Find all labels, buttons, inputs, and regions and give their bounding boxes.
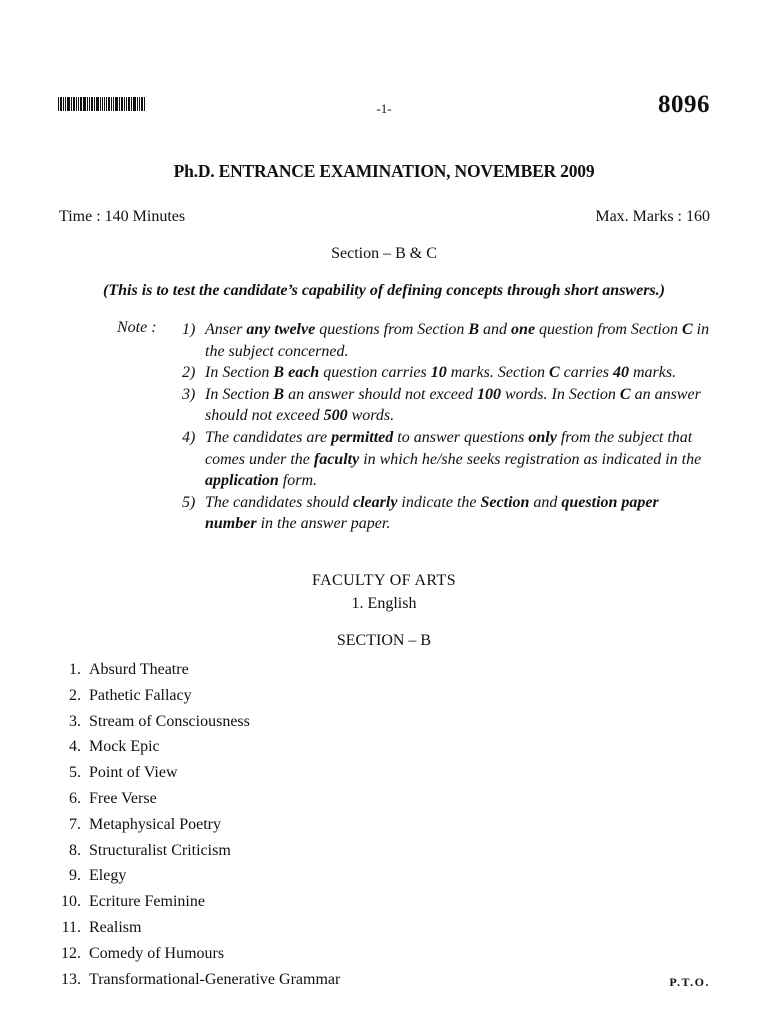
section-heading: Section – B & C bbox=[331, 245, 437, 262]
max-marks: Max. Marks : 160 bbox=[595, 208, 710, 225]
note-item-number: 1) bbox=[182, 321, 196, 338]
note-item bbox=[182, 319, 712, 362]
question-item bbox=[55, 760, 340, 786]
purpose-statement: (This is to test the candidate’s capability of defining concepts through short answers.) bbox=[103, 282, 665, 299]
question-number: 2. bbox=[69, 686, 81, 704]
question-number: 10. bbox=[61, 893, 81, 911]
note-item-number: 5) bbox=[182, 493, 196, 511]
question-number: 12. bbox=[61, 944, 81, 962]
question-item bbox=[55, 709, 340, 735]
question-text: Elegy bbox=[89, 867, 127, 885]
question-text: Absurd Theatre bbox=[89, 661, 189, 678]
note-item-text: The candidates are permitted to answer questions only from the subject that comes under the faculty in which he/she seeks registration as indicated in the application form. bbox=[205, 428, 702, 490]
section-b-heading: SECTION – B bbox=[336, 632, 432, 649]
question-number: 4. bbox=[69, 738, 81, 756]
question-text: Structuralist Criticism bbox=[89, 841, 231, 859]
question-text: Pathetic Fallacy bbox=[89, 686, 192, 704]
question-item bbox=[55, 786, 340, 812]
question-number: 6. bbox=[69, 789, 81, 807]
note-item bbox=[182, 492, 712, 535]
question-item bbox=[55, 838, 340, 864]
question-item bbox=[55, 915, 340, 941]
question-number: 8. bbox=[69, 841, 81, 859]
question-number: 9. bbox=[69, 867, 81, 885]
question-text: Comedy of Humours bbox=[89, 944, 225, 962]
note-item bbox=[182, 384, 712, 427]
paper-code: 8096 bbox=[658, 91, 710, 118]
question-item bbox=[55, 967, 340, 993]
question-item bbox=[55, 734, 340, 760]
time-allowed: Time : 140 Minutes bbox=[59, 208, 186, 225]
question-item bbox=[55, 889, 340, 915]
question-list bbox=[55, 657, 340, 992]
note-label: Note : bbox=[117, 319, 157, 336]
question-number: 11. bbox=[61, 918, 81, 936]
question-text: Stream of Consciousness bbox=[89, 712, 250, 730]
note-item-number: 4) bbox=[182, 428, 196, 446]
note-list bbox=[182, 319, 712, 535]
question-number: 5. bbox=[69, 764, 81, 782]
question-item bbox=[55, 683, 340, 709]
question-text: Transformational-Generative Grammar bbox=[89, 970, 341, 988]
subject-heading: 1. English bbox=[351, 595, 417, 612]
question-text: Realism bbox=[89, 918, 142, 936]
question-item bbox=[55, 941, 340, 967]
question-number: 3. bbox=[69, 712, 81, 730]
question-text: Mock Epic bbox=[89, 738, 160, 756]
question-item bbox=[55, 863, 340, 889]
note-item bbox=[182, 362, 712, 384]
question-number: 1. bbox=[69, 661, 81, 678]
question-item bbox=[55, 812, 340, 838]
note-item bbox=[182, 427, 712, 492]
question-item bbox=[55, 657, 340, 683]
question-text: Ecriture Feminine bbox=[89, 893, 205, 911]
note-item-text: The candidates should clearly indicate the Section and question paper number in the answer paper. bbox=[205, 493, 659, 533]
question-text: Metaphysical Poetry bbox=[89, 815, 221, 833]
question-text: Point of View bbox=[89, 764, 178, 782]
note-item-text: Anser any twelve questions from Section B and one question from Section C in the subject concerned. bbox=[205, 321, 710, 360]
question-number: 13. bbox=[61, 970, 81, 988]
faculty-heading: FACULTY OF ARTS bbox=[311, 572, 457, 589]
exam-title: Ph.D. ENTRANCE EXAMINATION, NOVEMBER 2009 bbox=[173, 161, 595, 181]
note-item-text: In Section B an answer should not exceed 100 words. In Section C an answer should not exceed 500 words. bbox=[205, 385, 701, 425]
question-number: 7. bbox=[69, 815, 81, 833]
question-text: Free Verse bbox=[89, 789, 157, 807]
note-item-number: 3) bbox=[182, 385, 196, 403]
note-item-text: In Section B each question carries 10 marks. Section C carries 40 marks. bbox=[205, 364, 677, 382]
pto-label: P.T.O. bbox=[669, 975, 710, 989]
note-item-number: 2) bbox=[182, 364, 196, 382]
page-number: -1- bbox=[376, 101, 392, 116]
